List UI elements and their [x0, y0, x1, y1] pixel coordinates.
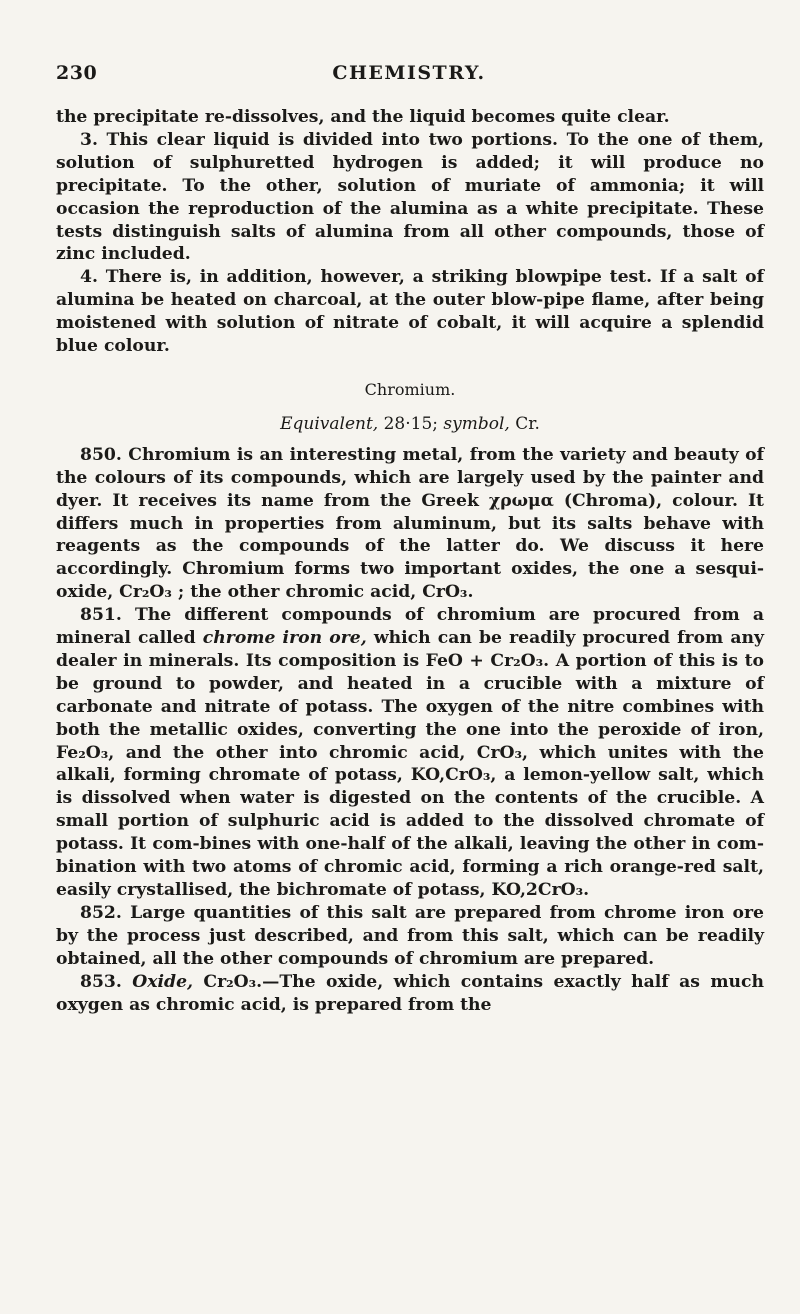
- page-number: 230: [56, 62, 98, 84]
- p853-term: Oxide,: [132, 971, 193, 992]
- symbol-label: symbol,: [443, 413, 510, 434]
- p850-part-b: (Chroma), colour. It differs much in properties from aluminum, but its salts behave with reagents as the compounds of the latter do. We discuss it here accordingly. Chromium forms two important oxides, the one a sesqui-oxide, Cr₂O₃ ; the other chromic acid, CrO₃.: [56, 490, 764, 603]
- p851-term: chrome iron ore,: [202, 628, 367, 649]
- symbol-value: Cr.: [515, 413, 540, 434]
- p851-part-a: 851. The different compounds of chromium are procured from a mineral called: [56, 605, 764, 649]
- section-title: Chromium.: [364, 379, 456, 399]
- paragraph-850: [56, 444, 764, 604]
- running-title: CHEMISTRY.: [332, 62, 486, 84]
- p851-part-b: which can be readily procured from any dealer in minerals. Its composition is FeO + Cr₂O₃. A portion of this is to be ground to powder, and heated in a crucible with a mixture of carbonate and nitrate of potass. The oxygen of the nitre combines with both the metallic oxides, converting the one into the peroxide of iron, Fe₂O₃, and the other into chromic acid, CrO₃, which unites with the alkali, forming chromate of potass, KO,CrO₃, a lemon-yellow salt, which is dissolved when water is digested on the contents of the crucible. A small portion of sulphuric acid is added to the dissolved chromate of potass. It com-bines with one-half of the alkali, leaving the other in com-bination with two atoms of chromic acid, forming a rich orange-red salt, easily crystallised, the bichromate of potass, KO,2CrO₃.: [56, 628, 764, 900]
- paragraph-853: [56, 971, 764, 1017]
- paragraph-4: 4. There is, in addition, however, a striking blowpipe test. If a salt of alumina be heated on charcoal, at the outer blow-pipe flame, after being moistened with solution of nitrate of cobalt, it will acquire a splendid blue colour.: [56, 267, 764, 357]
- greek-word: χρωμα: [488, 490, 554, 511]
- equivalent-value: 28·15: [383, 413, 433, 434]
- equivalent-label: Equivalent,: [280, 413, 379, 434]
- page-body: [56, 106, 764, 1016]
- p850-part-a: 850. Chromium is an interesting metal, from the variety and beauty of the colours of its compounds, which are largely used by the painter and dyer. It receives its name from the Greek: [56, 444, 764, 511]
- paragraph-3: 3. This clear liquid is divided into two portions. To the one of them, solution of sulphuretted hydrogen is added; it will produce no precipitate. To the other, solution of muriate of ammonia; it will occasion the reproduction of the alumina as a white precipitate. These tests distinguish salts of alumina from all other compounds, those of zinc included.: [56, 129, 764, 265]
- paragraph-continuation: the precipitate re-dissolves, and the liquid becomes quite clear.: [56, 107, 670, 127]
- equivalent-line: Equivalent, 28·15; symbol, Cr.: [280, 413, 540, 434]
- paragraph-852: 852. Large quantities of this salt are prepared from chrome iron ore by the process just described, and from this salt, which can be readily obtained, all the other compounds of chromium are prepared.: [56, 902, 764, 969]
- paragraph-851: [56, 604, 764, 902]
- p853-part-b: Cr₂O₃.—The oxide, which contains exactly half as much oxygen as chromic acid, is prepared from the: [56, 971, 764, 1015]
- p853-part-a: 853.: [80, 971, 133, 992]
